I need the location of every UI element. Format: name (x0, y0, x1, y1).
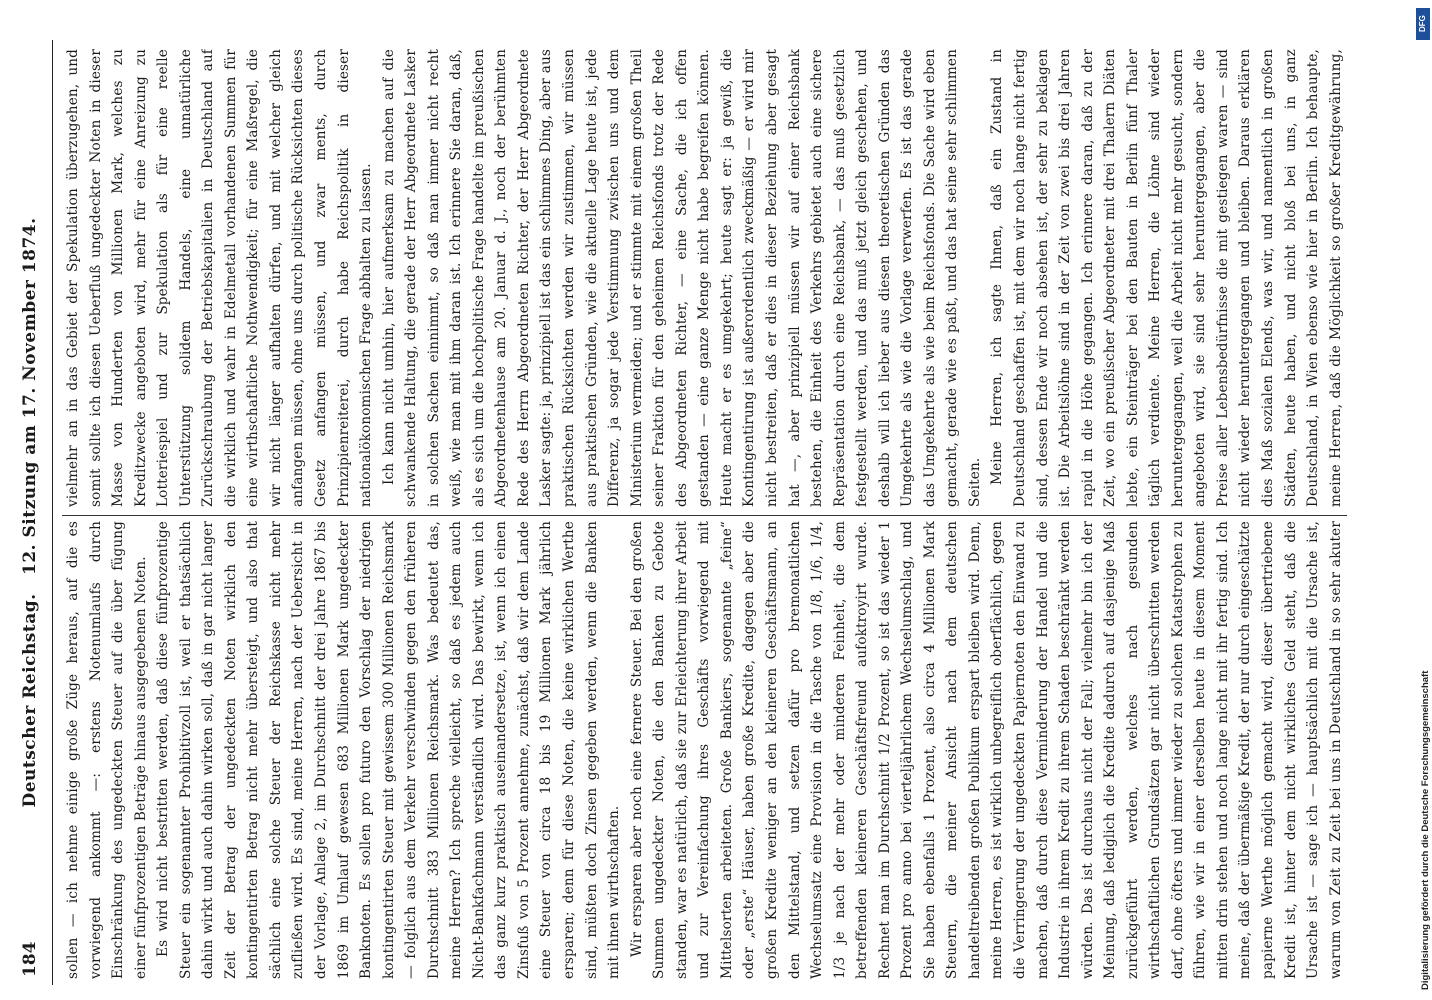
credit-text: Digitalisierung gefördert durch die Deutsche Forschungsgemeinschaft (1420, 670, 1431, 990)
column-divider (62, 515, 1347, 516)
left-paragraph: Es wird nicht bestritten werden, daß diese fünfprozentige Steuer ein sogenannter Prohibitivzoll ist, weil er thatsächlich dahin wirkt und auch dahin wirken soll, daß in gar nicht langer Zeit der Betrag der ungedeckten Noten wirklich den kontingentirten Betrag nicht mehr übersteigt, und also that sächlich eine solche Steuer der Reichskasse nicht mehr zufließen wird. Es sind, meine Herren, nach der Uebersicht in der Vorlage, Anlage 2, im Durchschnitt der drei Jahre 1867 bis 1869 im Umlauf gewesen 683 Millionen Mark ungedeckter Banknoten. Es sollen pro futuro den Vorschlag der niedrigen kontingentirten Steuer mit gewissem 300 Millionen Reichsmark — folglich aus dem Verkehr verschwinden gegen den früheren Durchschnitt 383 Millionen Reichsmark. Was bedeutet das, meine Herren? Ich spreche vielleicht, so daß es jedem auch Nicht-Bankfachmann verständlich wird. Das bewirkt, wenn ich das ganz kurz praktisch auseinandersetze, ist, wenn ich einen Zinsfuß von 5 Prozent annehme, zunächst, daß wir dem Lande eine Steuer von circa 18 bis 19 Millionen Mark jährlich ersparen; denn für diese Noten, die keine wirklichen Werthe sind, müßten doch Zinsen gegeben werden, wenn die Banken mit ihnen wirthschaften. (155, 521, 623, 979)
left-paragraph: Wir ersparen aber noch eine fernere Steuer. Bei den großen Summen ungedeckter Noten, die den Banken zu Gebote standen, war es natürlich, daß sie zur Erleichterung ihrer Arbeit und zur Vereinfachung ihres Geschäfts vorwiegend mit Mittelsorten arbeiteten. Große Bankiers, sogenannte „feine“ oder „erste“ Häuser, haben große Kredite, dagegen aber die großen Kredite weniger an den kleineren Geschäftsmann, an den Mittelstand, und setzen dafür pro bremonatlichen Wechselumsatz eine Provision in die Tasche von 1/8, 1/6, 1/4, 1/3 je nach der mehr oder minderen Feinheit, die dem betreffenden kleineren Geschäftsfreund aufoktroyirt wurde. Rechnet man im Durchschnitt 1/2 Prozent, so ist das wieder 1 Prozent pro anno bei vierteljährlichem Wechselumschlag, und Sie haben ebenfalls 1 Prozent, also circa 4 Millionen Mark Steuern, die meiner Ansicht nach dem deutschen handeltreibenden großen Publikum erspart bleiben wird. Denn, meine Herren, es ist wirklich unbegreiflich oberflächlich, gegen die Verringerung der ungedeckten Papiernoten den Einwand zu machen, daß durch diese Verminderung der Handel und die Industrie in ihrem Kredit zu ihrem Schaden beschränkt werden würden. Das ist durchaus nicht der Fall; vielmehr bin ich der Meinung, daß lediglich die Kredite dadurch auf dasjenige Maß zurückgeführt werden, welches nach gesunden wirthschaftlichen Grundsätzen gar nicht überschritten werden darf, ohne öfters und immer wieder zu solchen Katastrophen zu führen, wie wir in einer derselben heute in diesem Moment mitten drin stehen und noch lange nicht mit ihr fertig sind. Ich meine, daß der übermäßige Kredit, der nur durch eingeschätzte papierne Werthe möglich gemacht wird, dieser übertriebene Kredit ist, hinter dem nicht wirkliches Geld steht, daß die Ursache ist — sage ich — hauptsächlich mit die Ursache ist, warum von Zeit zu Zeit bei uns in Deutschland in so sehr akuter (628, 521, 1344, 979)
running-title (20, 40, 40, 985)
left-paragraph: sollen — ich nehme einige große Züge heraus, auf die es vorwiegend ankommt —: erstens Notenumlaufs durch Einschränkung des ungedeckten Steuer auf die über fügung einer fünfprozentigen Beträge hinaus ausgegebenen Noten. (65, 521, 149, 979)
digitization-credit (1420, 10, 1432, 990)
dfg-logo: DFG (1416, 8, 1430, 40)
document-page (12, 40, 1352, 985)
session-title: 12. Sitzung am 17. November 1874. (20, 217, 40, 576)
page-header (12, 40, 53, 985)
right-paragraph: Meine Herren, ich sagte Ihnen, daß ein Zustand in Deutschland geschaffen ist, mit dem wir noch lange nicht fertig sind, dessen Ende wir noch absehen ist, der sehr zu beklagen ist. Die Arbeitslöhne sind in der Zeit von zwei bis drei Jahren rapid in die Höhe gegangen. Ich erinnere daran, daß zu der Zeit, wo ein preußischer Abgeordneter mit drei Thalern Diäten lebte, ein Steinträger bei den Bauten in Berlin fünf Thaler täglich verdiente. Meine Herren, die Löhne sind wieder heruntergegangen, weil die Arbeit nicht mehr gesucht, sondern angeboten wird, sie sind sehr heruntergegangen, aber die Preise aller Lebensbedürfnisse die mit gestiegen waren — sind nicht wieder heruntergegangen und bleiben. Daraus erklären dies Maß sozialen Elends, was wir, und namentlich in großen Städten, heute haben, und nicht bloß bei uns, in ganz Deutschland, in Wien ebenso wie hier in Berlin. Ich behaupte, meine Herren, daß die Möglichkeit so großer Kreditgewährung, (989, 49, 1344, 507)
right-paragraph: Ich kann nicht umhin, hier aufmerksam zu machen auf die schwankende Haltung, die gerade der Herr Abgeordnete Lasker in solchen Sachen einnimmt, so daß man immer nicht recht weiß, wie man mit ihm daran ist. Ich erinnere Sie daran, daß, als es sich um die hochpolitische Frage handelte im preußischen Abgeordnetenhause am 20. Januar d. J., noch der berühmten Rede des Herrn Abgeordneten Richter, der Herr Abgeordnete Lasker sagte: ja, prinzipiell ist das ein schlimmes Ding, aber aus praktischen Rücksichten werden wir zustimmen, wir müssen aus praktischen Gründen, wie die aktuelle Lage heute ist, jede Differenz, ja sogar jede Verstimmung zwischen uns und dem Ministerium vermeiden; und er stimmte mit einem großen Theil seiner Fraktion für den geheimen Reichsfonds trotz der Rede des Abgeordneten Richter, — eine Sache, die ich offen gestanden — eine ganze Menge nicht habe begreifen können. Heute macht er es umgekehrt; heute sagt er: ja gewiß, die Kontingentirung ist außerordentlich zweckmäßig — er wird mir nicht bestreiten, daß er dies in dieser Beziehung aber gesagt hat —, aber prinzipiell müssen wir auf einer Reichsbank bestehen, die Einheit des Verkehrs gebietet auch eine sichere Repräsentation durch eine Reichsbank, — das muß gesetzlich festgestellt werden, und das muß jetzt gleich geschehen, und deshalb will ich lieber aus diesen theoretischen Gründen das Umgekehrte als wie die Vorlage verwerfen. Es ist das gerade das Umgekehrte als wie beim Reichsfonds. Die Sache wird eben gemacht, gerade wie es paßt, und das hat seine sehr schlimmen Seiten. (380, 49, 983, 507)
page-number: 184 (20, 941, 40, 977)
publication-title: Deutscher Reichstag. (20, 593, 40, 808)
right-column (62, 49, 1347, 507)
right-paragraph: vielmehr an in das Gebiet der Spekulation überzugehen, und somit sollte ich diesen Ueberfluß ungedeckter Noten in dieser Masse von Hunderten von Millionen Mark, welches zu Kreditzwecke angeboten wird, mehr für eine Anreizung zu Lotteriespiel und zur Spekulation als für eine reelle Unterstützung solidem Handels, eine unnatürliche Zurückschraubung der Betriebskapitalien in Deutschland auf die wirklich und wahr in Edelmetall vorhandenen Summen für eine wirthschaftliche Nothwendigkeit; für eine Maßregel, die wir nicht länger aufhalten dürfen, und mit welcher gleich anfangen müssen, ohne uns durch politische Rücksichten dieses Gesetz anfangen müssen, und zwar ments, durch Prinzipienreiterei, durch habe Reichspolitik in dieser nationalökonomischen Frage abhalten zu lassen. (65, 49, 375, 507)
left-column (62, 521, 1347, 979)
